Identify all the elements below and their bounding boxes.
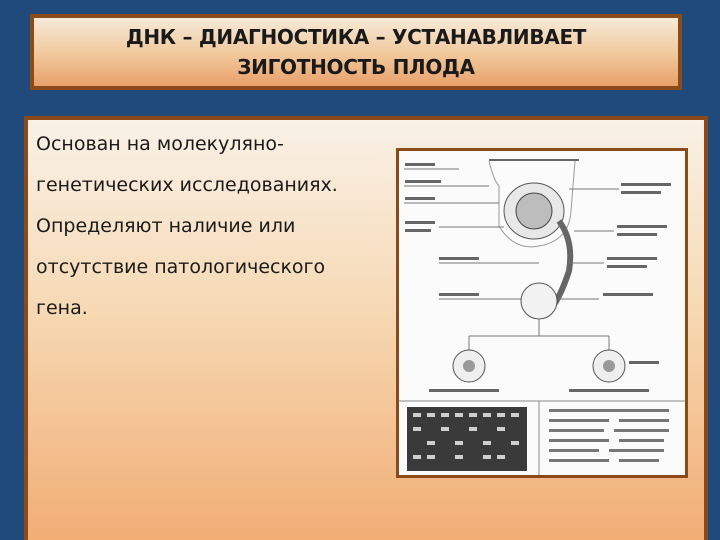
body-line-3: Определяют наличие или xyxy=(36,215,296,237)
body-text xyxy=(36,124,406,329)
body-line-2: генетических исследованиях. xyxy=(36,174,338,196)
slide-title-line-2: ЗИГОТНОСТЬ ПЛОДА xyxy=(237,55,475,79)
slide-title-box xyxy=(30,14,682,90)
body-line-4: отсутствие патологического xyxy=(36,256,326,278)
slide-title-line-1: ДНК – ДИАГНОСТИКА – УСТАНАВЛИВАЕТ xyxy=(125,25,587,49)
body-line-5: гена. xyxy=(36,297,88,319)
body-line-1: Основан на молекуляно- xyxy=(36,133,284,155)
dna-diagnostics-figure xyxy=(396,148,688,478)
slide-content-box xyxy=(24,116,708,540)
dna-diagnostics-diagram-icon xyxy=(399,151,685,475)
